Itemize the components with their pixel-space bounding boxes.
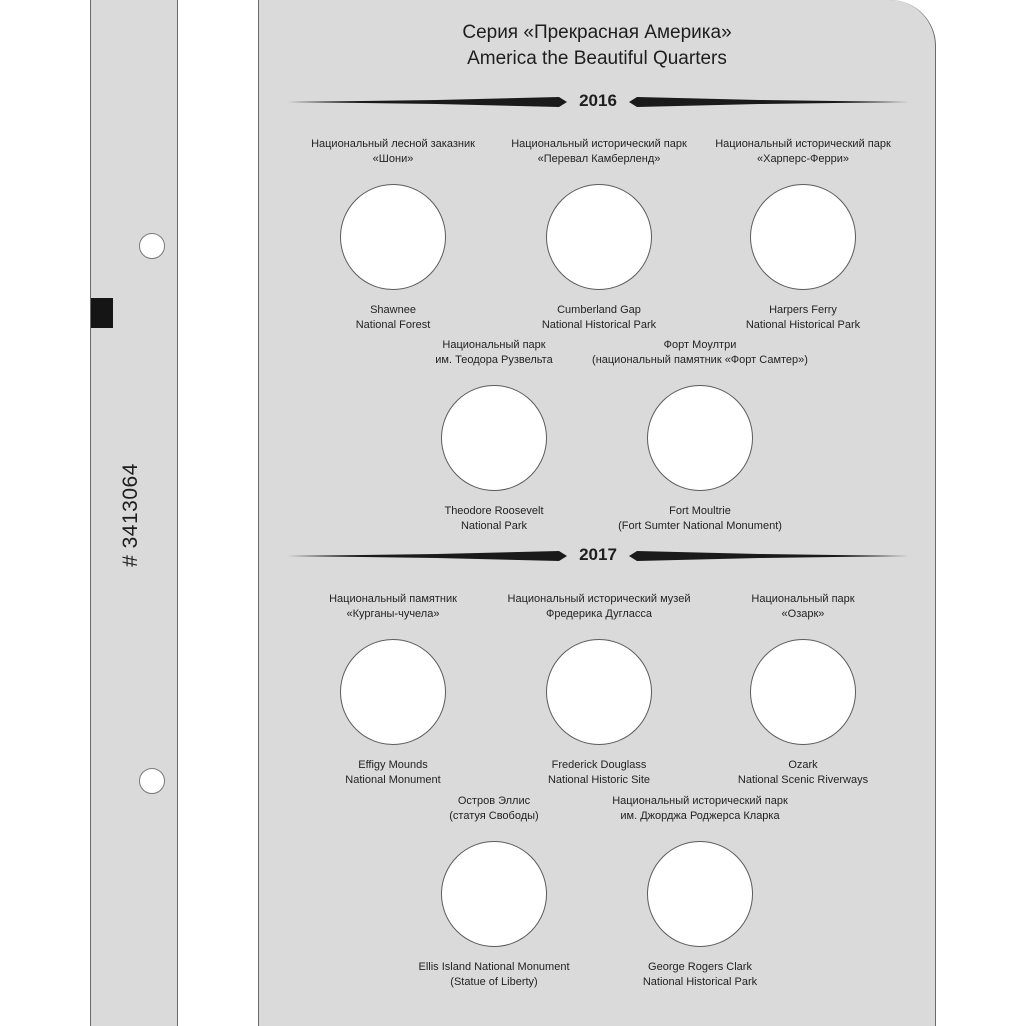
punch-hole-top [139, 233, 165, 259]
year-label: 2016 [579, 91, 617, 110]
coin-hole[interactable] [647, 385, 753, 491]
coin-name-ru: Национальный памятник «Курганы-чучела» [329, 593, 457, 620]
coin-hole[interactable] [546, 639, 652, 745]
coin-slot [592, 794, 808, 990]
coin-name-en: Effigy Mounds National Monument [345, 759, 441, 786]
coin-name-en: Ellis Island National Monument (Statue of Liberty) [418, 961, 570, 988]
coin-name-ru: Национальный исторический музей Фредерика Дугласса [507, 593, 691, 620]
coin-hole[interactable] [546, 184, 652, 290]
coin-slot [491, 592, 707, 788]
coin-name-ru: Национальный парк «Озарк» [751, 593, 855, 620]
coin-slot [592, 338, 808, 534]
year-divider-2017 [287, 544, 909, 568]
coin-hole[interactable] [441, 385, 547, 491]
coin-name-ru: Национальный исторический парк «Перевал Камберленд» [511, 138, 687, 165]
coin-name-ru: Национальный парк им. Теодора Рузвельта [435, 339, 553, 366]
coin-name-ru: Национальный исторический парк «Харперс-Ферри» [715, 138, 891, 165]
coin-slot [285, 137, 501, 333]
year-label: 2017 [579, 545, 617, 564]
coin-name-ru: Национальный исторический парк им. Джорджа Роджерса Кларка [612, 795, 788, 822]
coin-slot [386, 338, 602, 534]
index-tab-marker [91, 298, 113, 328]
coin-name-en: Harpers Ferry National Historical Park [745, 304, 861, 331]
coin-hole[interactable] [441, 841, 547, 947]
punch-hole-bottom [139, 768, 165, 794]
series-title-en: America the Beautiful Quarters [467, 48, 727, 69]
coin-name-ru: Форт Моултри (национальный памятник «Форт Самтер») [592, 339, 808, 366]
coin-name-en: Fort Moultrie (Fort Sumter National Monument) [618, 505, 782, 532]
coin-hole[interactable] [750, 639, 856, 745]
coin-slot [695, 137, 911, 333]
coin-hole[interactable] [340, 184, 446, 290]
coin-slot [386, 794, 602, 990]
coin-hole[interactable] [750, 184, 856, 290]
coin-name-en: Theodore Roosevelt National Park [444, 505, 544, 532]
coin-hole[interactable] [340, 639, 446, 745]
catalog-number: # 3413064 [119, 463, 142, 567]
coin-name-ru: Остров Эллис (статуя Свободы) [449, 795, 539, 822]
coin-name-en: George Rogers Clark National Historical Park [642, 961, 758, 988]
coin-name-en: Shawnee National Forest [355, 304, 431, 331]
coin-sheet [258, 0, 936, 1026]
coin-slot [695, 592, 911, 788]
year-divider-2016 [287, 90, 909, 114]
coin-slot [285, 592, 501, 788]
coin-slot [491, 137, 707, 333]
coin-name-ru: Национальный лесной заказник «Шони» [311, 138, 475, 165]
coin-hole[interactable] [647, 841, 753, 947]
coin-name-en: Cumberland Gap National Historical Park [541, 304, 657, 331]
coin-name-en: Ozark National Scenic Riverways [737, 759, 869, 786]
series-title-ru: Серия «Прекрасная Америка» [462, 22, 732, 43]
coin-name-en: Frederick Douglass National Historic Site [547, 759, 651, 786]
